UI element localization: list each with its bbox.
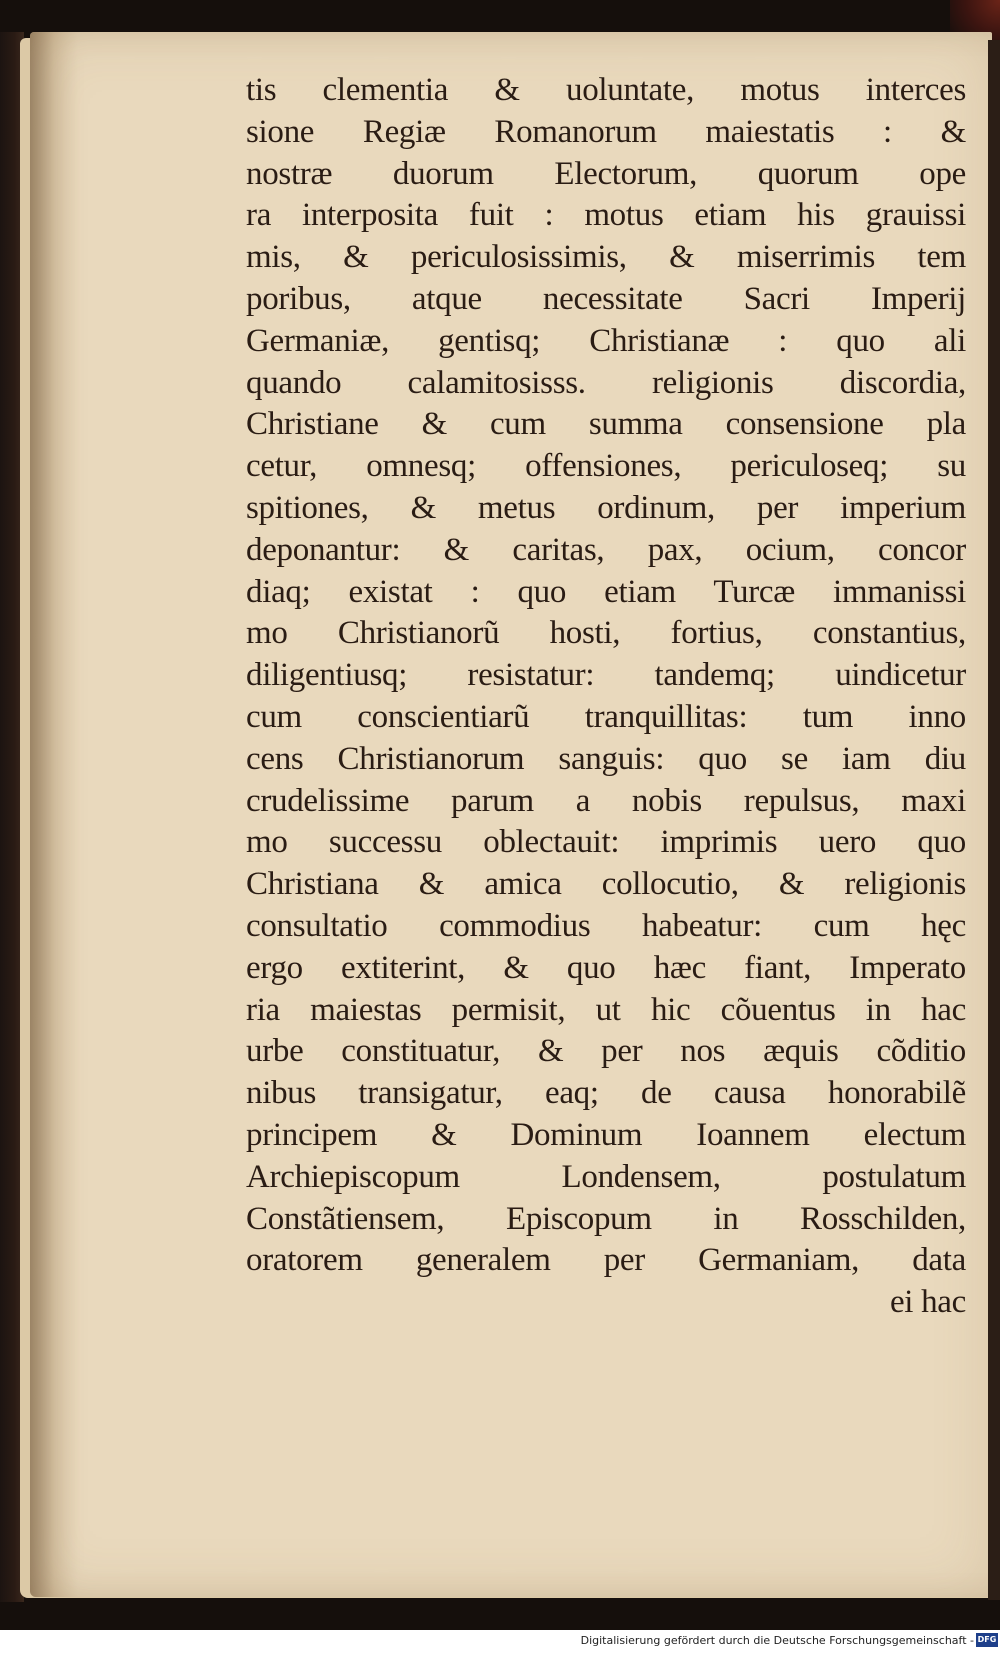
funding-credit: Digitalisierung gefördert durch die Deutsche Forschungsgemeinschaft - <box>580 1634 974 1647</box>
text-line-19: mo successu oblectauit: imprimis uero quo <box>246 824 966 861</box>
page-right-edge <box>988 40 1000 1600</box>
text-line-9: Christiane & cum summa consensione pla <box>246 406 966 443</box>
text-line-13: diaq; existat : quo etiam Turcæ immanissi <box>246 573 966 610</box>
digitization-footer <box>0 1630 1000 1653</box>
text-line-2: sione Regiæ Romanorum maiestatis : & <box>246 113 966 150</box>
text-line-26: principem & Dominum Ioannem electum <box>246 1116 966 1153</box>
text-line-25: nibus transigatur, eaq; de causa honorabilẽ <box>246 1075 966 1112</box>
text-line-7: Germaniæ, gentisq; Christianæ : quo ali <box>246 322 966 359</box>
text-line-28: Constãtiensem, Episcopum in Rosschilden, <box>246 1200 966 1237</box>
text-line-29: oratorem generalem per Germaniam, data <box>246 1242 966 1279</box>
page-gutter-shadow <box>30 32 78 1597</box>
text-line-16: cum conscientiarũ tranquillitas: tum inno <box>246 698 966 735</box>
text-line-15: diligentiusq; resistatur: tandemq; uindicetur <box>246 657 966 694</box>
text-line-3: nostræ duorum Electorum, quorum ope <box>246 155 966 192</box>
text-line-4: ra interposita fuit : motus etiam his grauissi <box>246 197 966 234</box>
catchword: ei hac <box>889 1284 966 1321</box>
text-line-12: deponantur: & caritas, pax, ocium, concor <box>246 531 966 568</box>
text-line-17: cens Christianorum sanguis: quo se iam diu <box>246 740 966 777</box>
text-line-14: mo Christianorũ hosti, fortius, constantius, <box>246 615 966 652</box>
text-line-1: tis clementia & uoluntate, motus interces <box>246 72 966 108</box>
text-line-23: ria maiestas permisit, ut hic cõuentus in hac <box>246 991 966 1028</box>
text-line-24: urbe constituatur, & per nos æquis cõditio <box>246 1033 966 1070</box>
text-line-21: consultatio commodius habeatur: cum hęc <box>246 907 966 944</box>
text-line-18: crudelissime parum a nobis repulsus, maxi <box>246 782 966 819</box>
text-line-20: Christiana & amica collocutio, & religionis <box>246 866 966 903</box>
text-line-10: cetur, omnesq; offensiones, periculoseq; su <box>246 448 966 485</box>
dfg-logo: DFG <box>976 1633 998 1647</box>
text-line-5: mis, & periculosissimis, & miserrimis tem <box>246 239 966 276</box>
text-line-27: Archiepiscopum Londensem, postulatum <box>246 1158 966 1195</box>
text-line-8: quando calamitosisss. religionis discordia, <box>246 364 966 401</box>
body-text <box>246 70 966 1324</box>
text-line-22: ergo extiterint, & quo hæc fiant, Imperato <box>246 949 966 986</box>
text-line-11: spitiones, & metus ordinum, per imperium <box>246 489 966 526</box>
text-line-6: poribus, atque necessitate Sacri Imperij <box>246 280 966 317</box>
